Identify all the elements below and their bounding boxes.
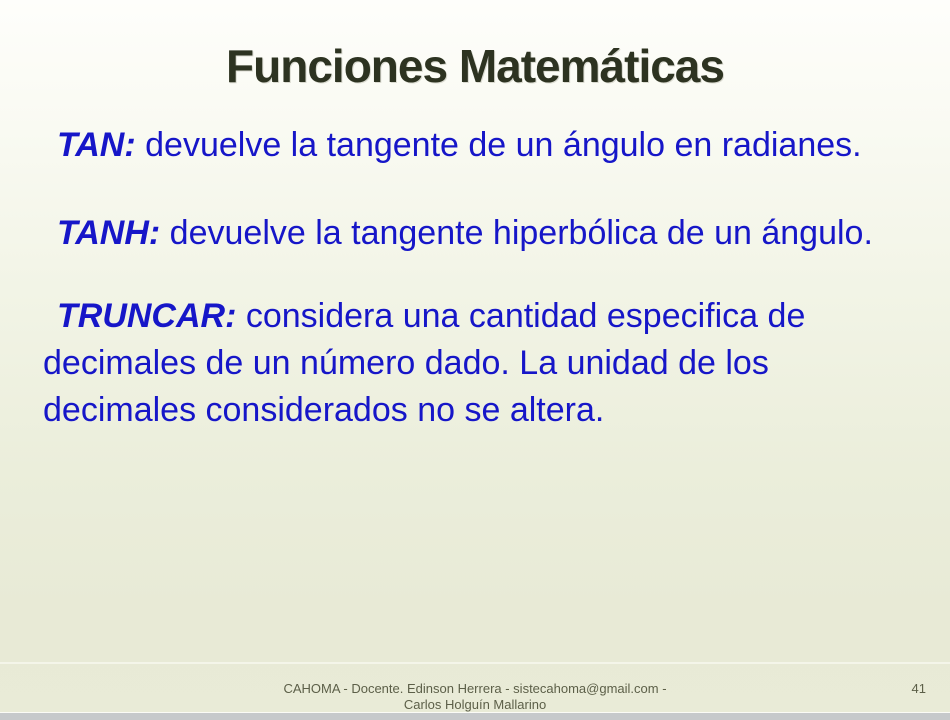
paragraph-tanh-text: devuelve la tangente hiperbólica de un ángulo. — [160, 214, 873, 252]
keyword-tanh: TANH: — [57, 214, 161, 252]
footer-divider — [0, 662, 950, 664]
footer — [0, 681, 950, 713]
keyword-truncar: TRUNCAR: — [57, 297, 237, 335]
paragraph-tan — [43, 122, 912, 169]
paragraph-tan-text: devuelve la tangente de un ángulo en radianes. — [135, 126, 862, 164]
paragraph-truncar — [43, 293, 912, 434]
footer-line1: CAHOMA - Docente. Edinson Herrera - sistecahoma@gmail.com - — [283, 681, 667, 696]
bottom-strip — [0, 712, 950, 720]
page-title: Funciones Matemáticas — [226, 39, 724, 92]
page-number: 41 — [911, 681, 926, 696]
paragraph-tanh — [43, 210, 912, 257]
keyword-tan: TAN: — [57, 126, 136, 164]
footer-line2: Carlos Holguín Mallarino — [403, 697, 547, 712]
slide-body — [43, 122, 912, 434]
paragraph-truncar-text: considera una cantidad especifica de decimales de un número dado. La unidad de los decimales considerados no se altera. — [43, 297, 806, 429]
